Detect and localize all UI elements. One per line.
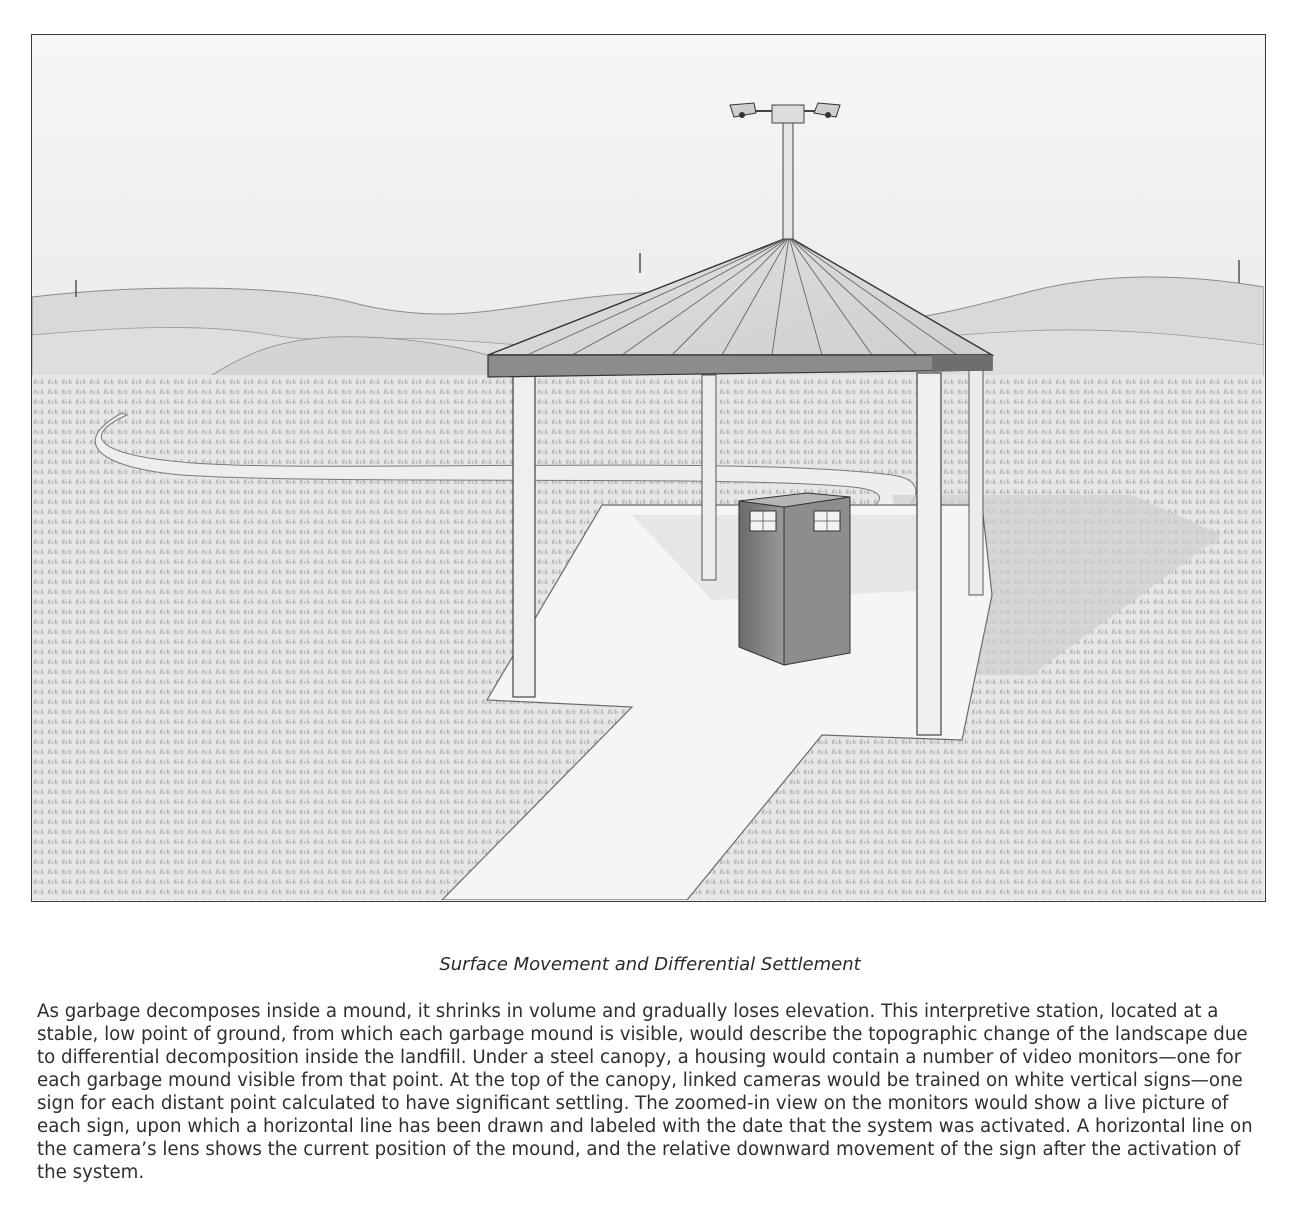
post-back-left [702,375,716,580]
post-back-right [969,370,983,595]
pencil-illustration [31,34,1266,902]
figure-caption: Surface Movement and Differential Settlement [439,954,861,975]
monitor-housing [739,493,850,665]
description-paragraph: As garbage decomposes inside a mound, it shrinks in volume and gradually loses elevation. This interpretive station, located at a stable, low point of ground, from which each garbage mound is visible, would describe the topographic change of the landscape due to differential decomposition inside the landfill. Under a steel canopy, a housing would contain a number of video monitors—one for each garbage mound visible from that point. At the top of the canopy, linked cameras would be trained on white vertical signs—one sign for each distant point calculated to have significant settling. The zoomed-in view on the monitors would show a live picture of each sign, upon which a horizontal line has been drawn and labeled with the date that the system was activated. A horizontal line on the camera’s lens shows the current position of the mound, and the relative downward movement of the sign after the activation of the system. [37,1001,1253,1183]
post-front-left [513,375,535,697]
post-front-right [917,373,941,735]
